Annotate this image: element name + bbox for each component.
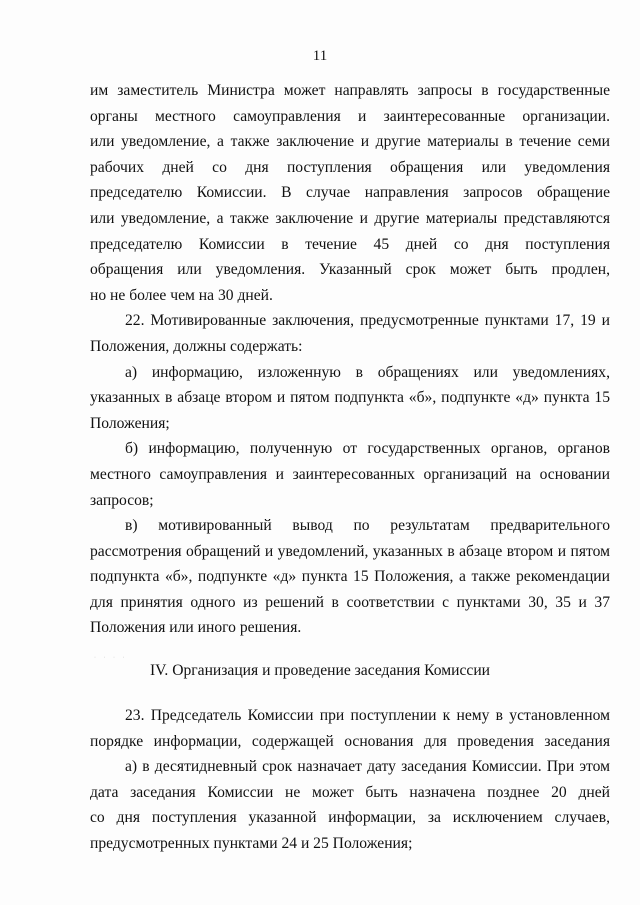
text-line: местного самоуправления и заинтересованных организаций на основании xyxy=(90,465,610,483)
text-line: со дня поступления указанной информации, за исключением случаев, xyxy=(90,809,610,827)
paragraph-23-line: 23. Председатель Комиссии при поступлении к нему в установленном xyxy=(125,707,610,724)
text-line: или уведомление, а также заключение и другие материалы в течение семи xyxy=(90,133,610,151)
text-line: рассмотрения обращений и уведомлений, указанных в абзаце втором и пятом xyxy=(90,542,610,560)
item-v-line: в) мотивированный вывод по результатам предварительного xyxy=(125,517,610,535)
item-b-line: б) информацию, полученную от государственных органов, органов xyxy=(125,440,610,458)
text-line: Положения; xyxy=(90,414,170,432)
text-line: но не более чем на 30 дней. xyxy=(90,286,273,304)
text-line: Положения, должны содержать: xyxy=(90,337,303,355)
paragraph-22-line: 22. Мотивированные заключения, предусмотренные пунктами 17, 19 и xyxy=(125,312,610,330)
text-line: Положения или иного решения. xyxy=(90,619,302,637)
item-a-line: а) информацию, изложенную в обращениях или уведомлениях, xyxy=(125,363,610,381)
text-line: обращения или уведомления. Указанный срок может быть продлен, xyxy=(90,261,610,279)
scan-speck: · · · · xyxy=(94,655,128,661)
text-line: запросов; xyxy=(90,491,154,509)
body-text-top xyxy=(90,78,610,641)
text-line: рабочих дней со дня поступления обращения или уведомления xyxy=(90,158,610,176)
text-line: им заместитель Министра может направлять запросы в государственные xyxy=(90,82,610,99)
text-line: председателю Комиссии в течение 45 дней со дня поступления xyxy=(90,235,610,253)
item-a-line: а) в десятидневный срок назначает дату заседания Комиссии. При этом xyxy=(125,758,610,776)
section-heading: IV. Организация и проведение заседания Комиссии xyxy=(149,662,491,679)
text-line: или уведомление, а также заключение и другие материалы представляются xyxy=(90,209,610,227)
text-line: председателю Комиссии. В случае направления запросов обращение xyxy=(90,184,610,202)
text-line: органы местного самоуправления и заинтересованные организации. xyxy=(90,107,610,125)
text-line: для принятия одного из решений в соответствии с пунктами 30, 35 и 37 xyxy=(90,593,610,611)
text-line: подпункта «б», подпункте «д» пункта 15 Положения, а также рекомендации xyxy=(90,568,610,586)
text-line: дата заседания Комиссии не может быть назначена позднее 20 дней xyxy=(90,783,610,801)
text-line: указанных в абзаце втором и пятом подпункта «б», подпункте «д» пункта 15 xyxy=(90,389,610,407)
body-text-bottom xyxy=(90,703,610,857)
text-line: порядке информации, содержащей основания для проведения заседания xyxy=(90,732,610,750)
page-number: 11 xyxy=(312,48,328,64)
text-line: предусмотренных пунктами 24 и 25 Положения; xyxy=(90,834,413,852)
